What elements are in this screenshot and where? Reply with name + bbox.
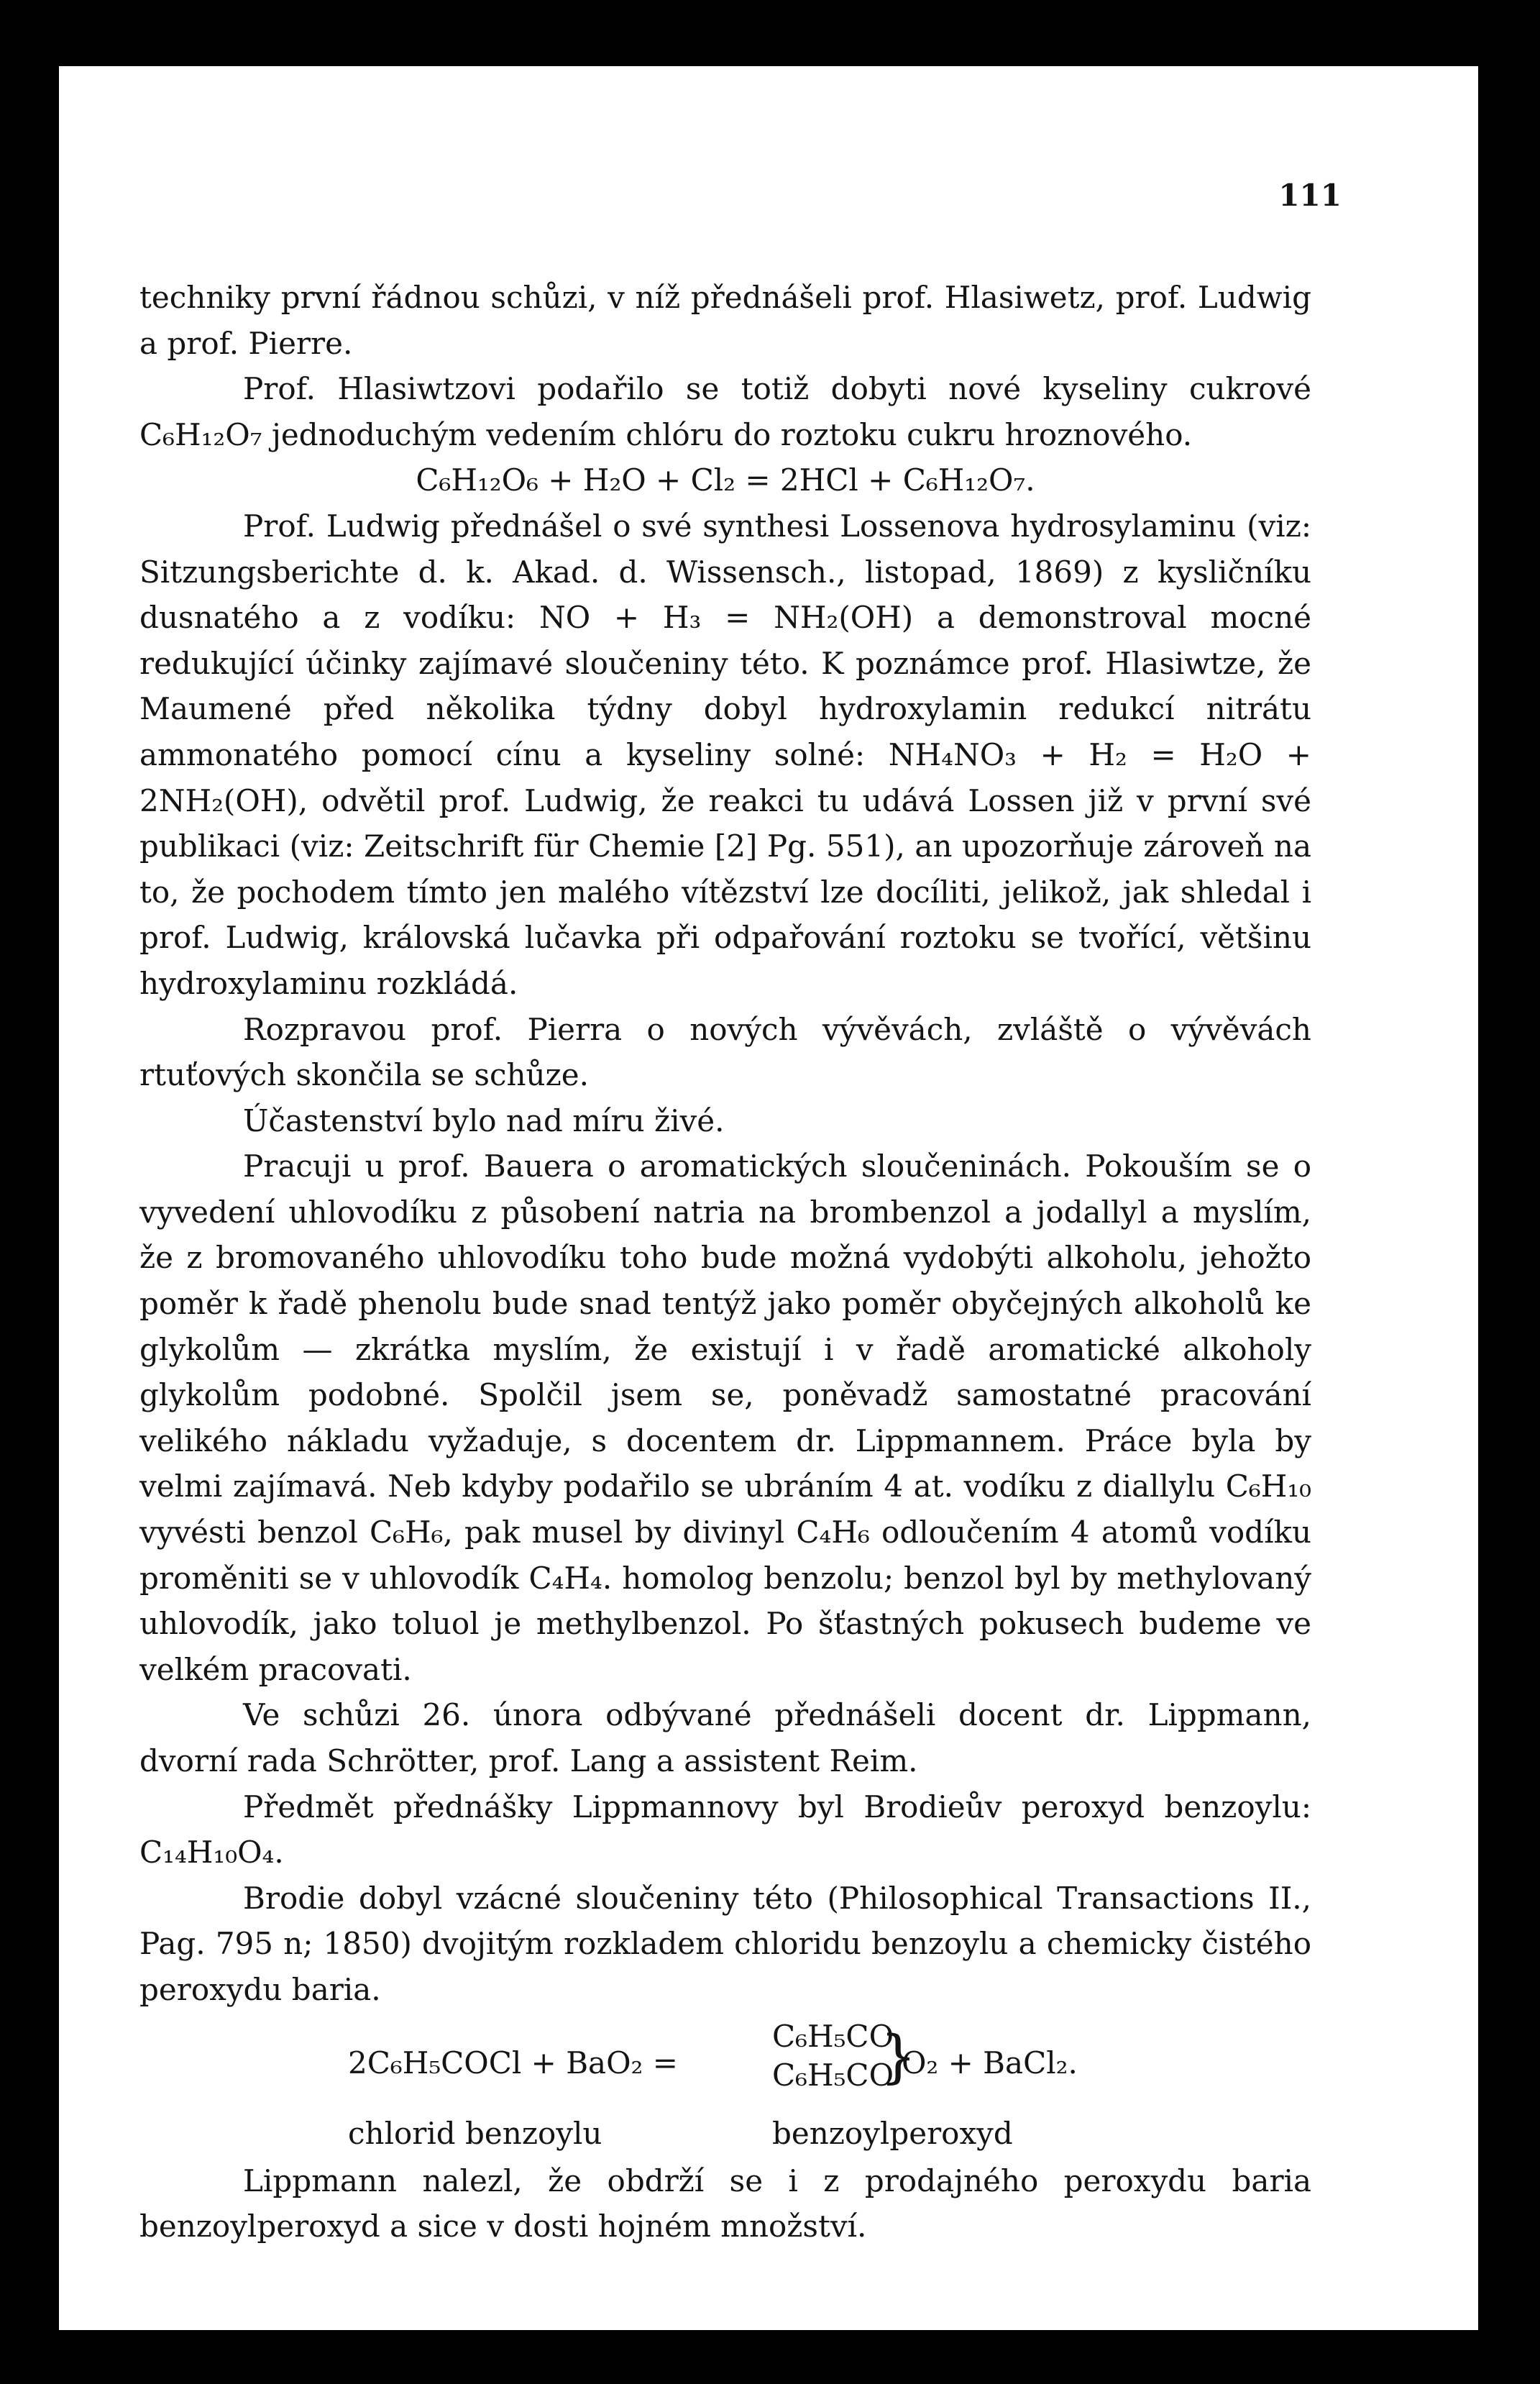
paragraph: Prof. Ludwig přednášel o své synthesi Lossenova hydrosylaminu (viz: Sitzungsberichte d. k. Akad. d. Wissensch., listopad, 1869) z kysličníku dusnatého a z vodíku: NO + H₃ = NH₂(OH) a demonstroval mocné redukující účinky zajímavé sloučeniny této. K poznámce prof. Hlasiwtze, že Maumené před několika týdny dobyl hydroxylamin redukcí nitrátu ammonatého pomocí cínu a kyseliny solné: NH₄NO₃ + H₂ = H₂O + 2NH₂(OH), odvětil prof. Ludwig, že reakci tu udává Lossen již v první své publikaci (viz: Zeitschrift für Chemie [2] Pg. 551), an upozorňuje zároveň na to, že pochodem tímto jen malého vítězství lze docíliti, jelikož, jak shledal i prof. Ludwig, královská lučavka při odpařování roztoku se tvořící, většinu hydroxylaminu rozkládá. bbox=[139, 508, 1311, 1001]
paragraph: Předmět přednášky Lippmannovy byl Brodieův peroxyd benzoylu: C₁₄H₁₀O₄. bbox=[139, 1789, 1311, 1871]
label-peroxyd: benzoylperoxyd bbox=[772, 2115, 1013, 2151]
paragraph: Ve schůzi 26. února odbývané přednášeli docent dr. Lippmann, dvorní rada Schrötter, prof. Lang a assistent Reim. bbox=[139, 1697, 1311, 1778]
formula-line: C₆H₁₂O₆ + H₂O + Cl₂ = 2HCl + C₆H₁₂O₇. bbox=[416, 462, 1035, 498]
reaction-equation bbox=[139, 2017, 1311, 2111]
equation-labels bbox=[139, 2111, 1311, 2158]
paragraph: Pracuji u prof. Bauera o aromatických sloučeninách. Pokouším se o vyvedení uhlovodíku z působení natria na brombenzol a jodallyl a myslím, že z bromovaného uhlovodíku toho bude možná vydobýti alkoholu, jehožto poměr k řadě phenolu bude snad tentýž jako poměr obyčejných alkoholů ke glykolům — zkrátka myslím, že existují i v řadě aromatické alkoholy glykolům podobné. Spolčil jsem se, poněvadž samostatné pracování velikého nákladu vyžaduje, s docentem dr. Lippmannem. Práce byla by velmi zajímavá. Neb kdyby podařilo se ubráním 4 at. vodíku z diallylu C₆H₁₀ vyvésti benzol C₆H₆, pak musel by divinyl C₄H₆ odloučením 4 atomů vodíku proměniti se v uhlovodík C₄H₄. homolog benzolu; benzol byl by methylovaný uhlovodík, jako toluol je methylbenzol. Po šťastných pokusech budeme ve velkém pracovati. bbox=[139, 1148, 1311, 1687]
paragraph: Brodie dobyl vzácné sloučeniny této (Philosophical Transactions II., Pag. 795 n; 1850) dvojitým rozkladem chloridu benzoylu a chemicky čistého peroxydu baria. bbox=[139, 1880, 1311, 2007]
paragraph: Prof. Hlasiwtzovi podařilo se totiž dobyti nové kyseliny cukrové C₆H₁₂O₇ jednoduchým vedením chlóru do roztoku cukru hroznového. bbox=[139, 371, 1311, 452]
equation-lhs: 2C₆H₅COCl + BaO₂ = bbox=[348, 2045, 678, 2081]
equation-fraction bbox=[772, 2017, 894, 2095]
paragraph: Účastenství bylo nad míru živé. bbox=[243, 1102, 725, 1138]
equation-rhs: O₂ + BaCl₂. bbox=[902, 2045, 1078, 2081]
closing-paragraph: Lippmann nalezl, že obdrží se i z prodajného peroxydu baria benzoylperoxyd a sice v dosti hojném množství. bbox=[139, 2163, 1311, 2244]
paragraph: techniky první řádnou schůzi, v níž přednášeli prof. Hlasiwetz, prof. Ludwig a prof. Pierre. bbox=[139, 280, 1311, 361]
page bbox=[59, 66, 1478, 2330]
label-chlorid: chlorid benzoylu bbox=[348, 2115, 602, 2151]
brace: } bbox=[880, 2022, 917, 2090]
paragraph: Rozpravou prof. Pierra o nových vývěvách, zvláště o vývěvách rtuťových skončila se schůze. bbox=[139, 1011, 1311, 1093]
fraction-bottom: C₆H₅CO bbox=[772, 2057, 894, 2093]
body-text bbox=[139, 275, 1311, 2250]
fraction-top: C₆H₅CO bbox=[772, 2018, 894, 2054]
page-number: 111 bbox=[1278, 178, 1342, 213]
